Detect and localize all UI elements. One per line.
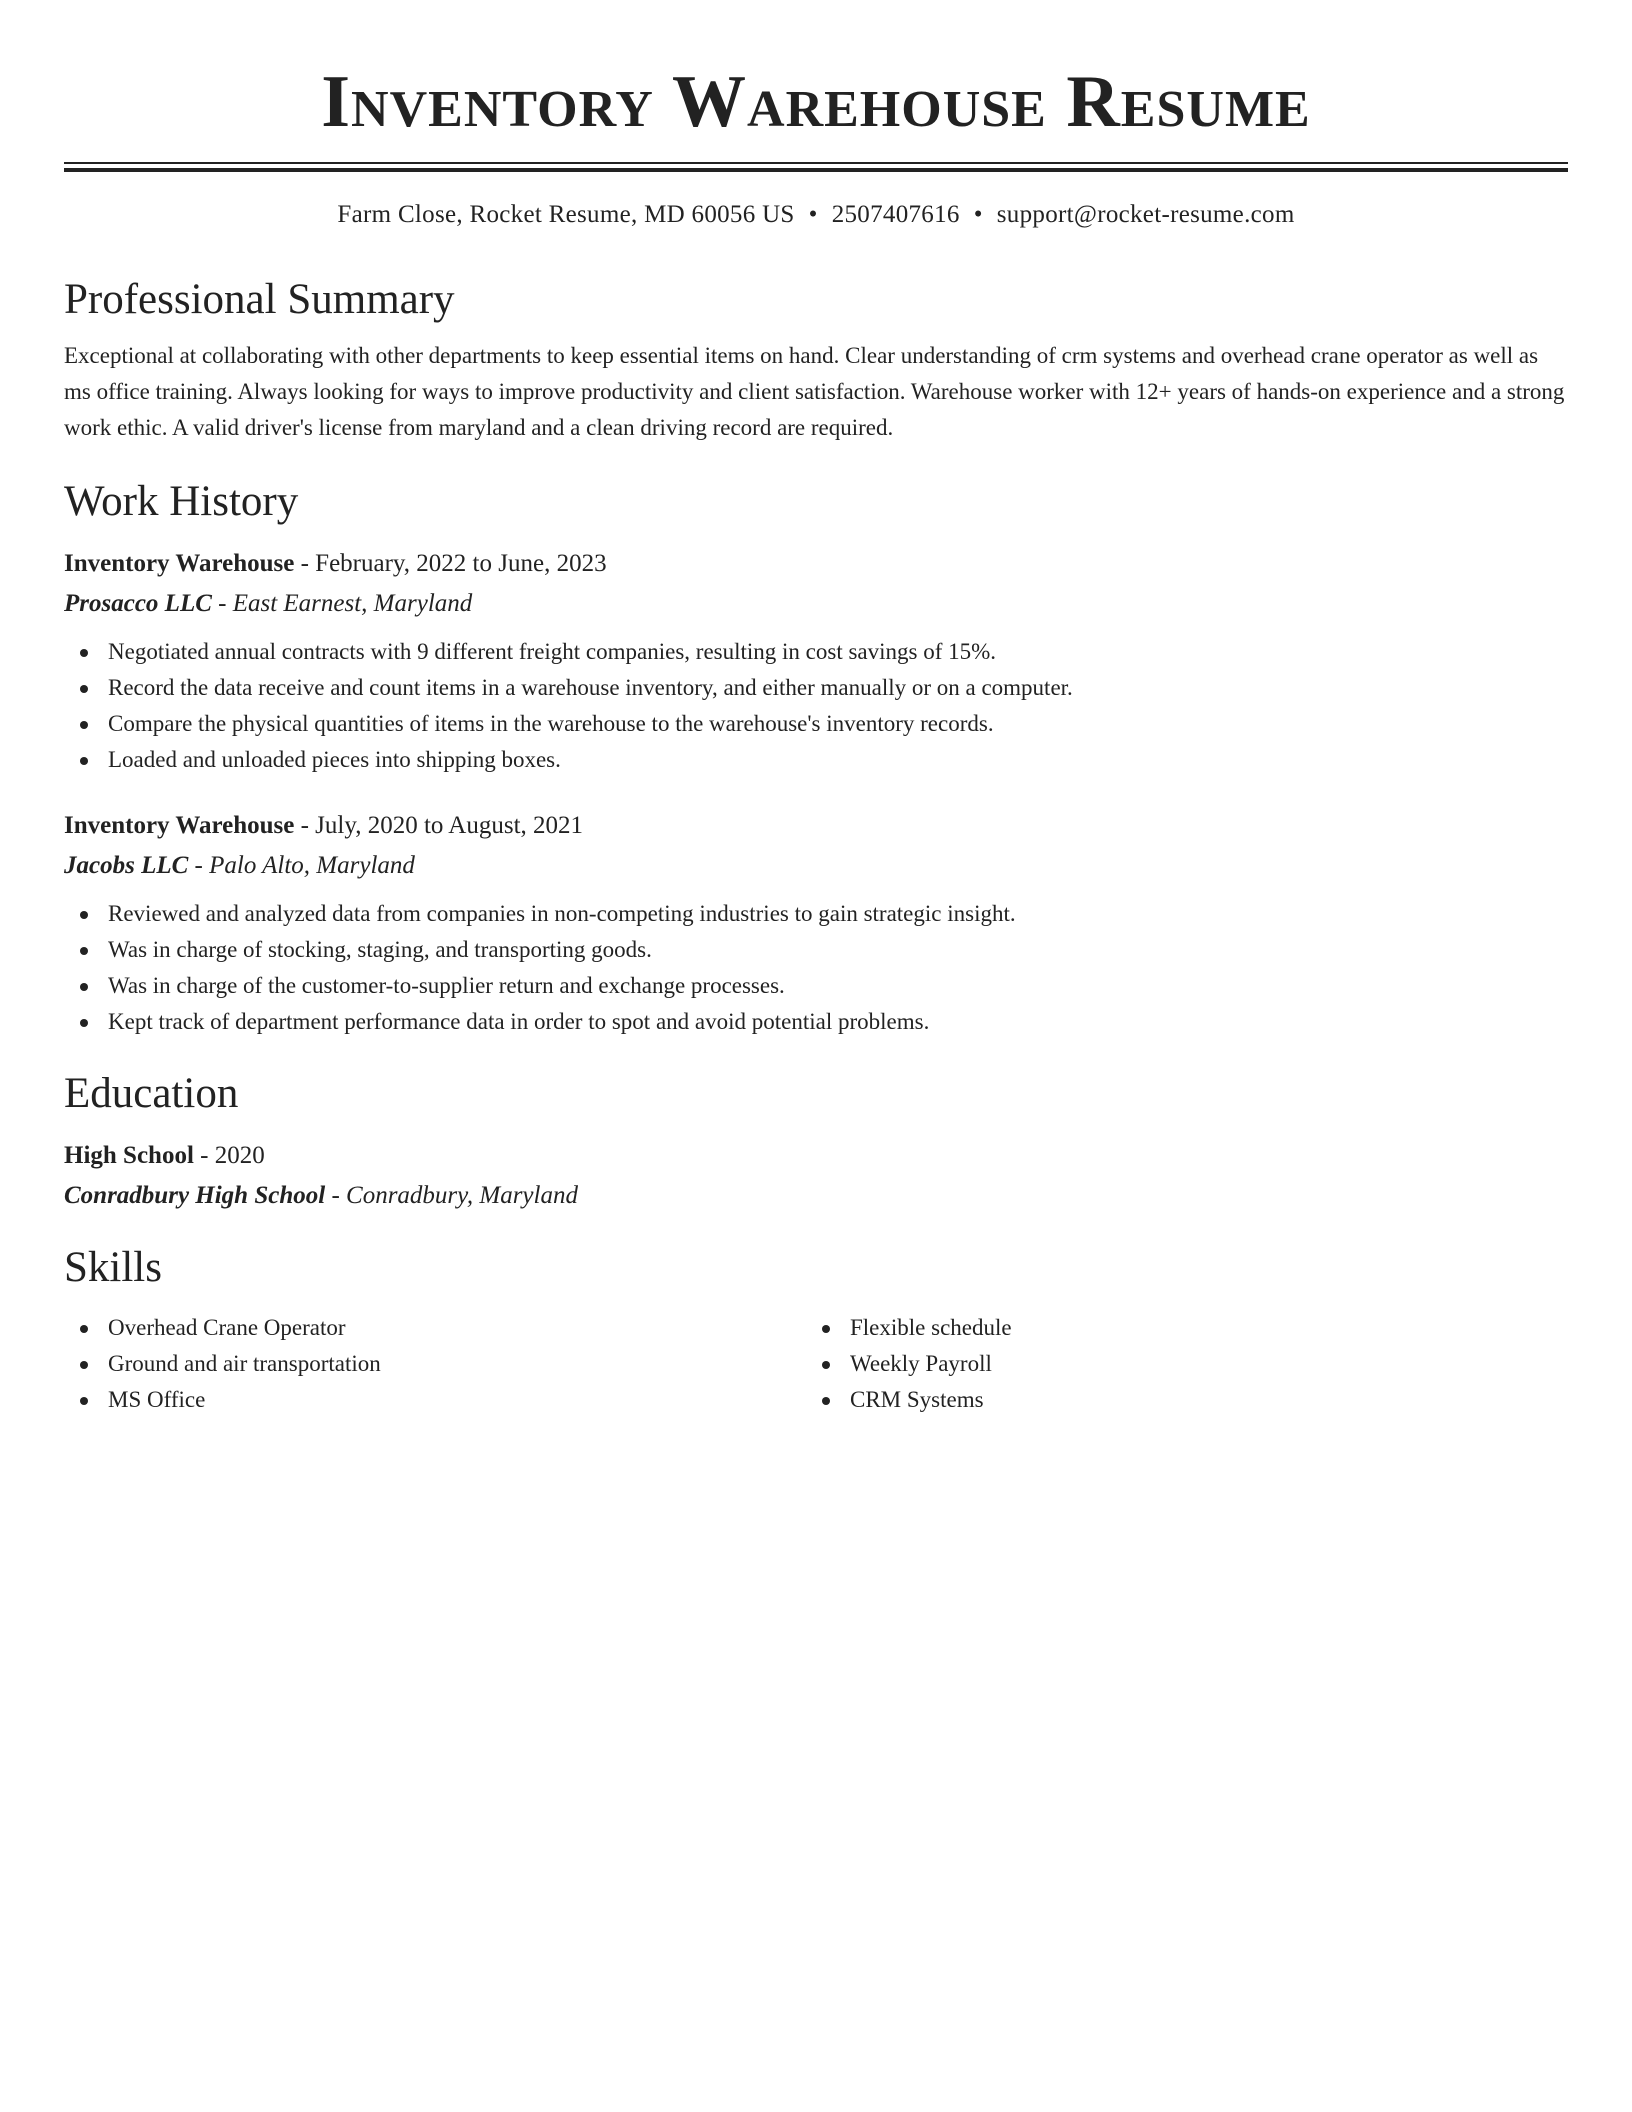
list-item-text: Loaded and unloaded pieces into shipping boxes. bbox=[108, 747, 561, 772]
skill-text: Overhead Crane Operator bbox=[108, 1315, 346, 1340]
bullet-dot-icon bbox=[822, 1397, 830, 1405]
list-item bbox=[806, 1346, 1548, 1382]
bullet-dot-icon bbox=[80, 947, 88, 955]
list-item bbox=[64, 932, 1568, 968]
title-divider bbox=[64, 162, 1568, 172]
education-location: - Conradbury, Maryland bbox=[325, 1182, 578, 1209]
bullet-dot-icon bbox=[80, 1019, 88, 1027]
list-item bbox=[64, 742, 1568, 778]
job-dates: - February, 2022 to June, 2023 bbox=[294, 550, 607, 577]
bullet-dot-icon bbox=[80, 983, 88, 991]
job-location: - Palo Alto, Maryland bbox=[188, 852, 415, 879]
job-title-line bbox=[64, 544, 1568, 584]
list-item bbox=[64, 1346, 806, 1382]
job-duties-list bbox=[64, 634, 1568, 778]
skills-list-left bbox=[64, 1310, 806, 1418]
skills-list-right bbox=[806, 1310, 1548, 1418]
list-item bbox=[64, 968, 1568, 1004]
education-school: Conradbury High School bbox=[64, 1182, 326, 1209]
list-item-text: Record the data receive and count items in a warehouse inventory, and either manually or on a computer. bbox=[108, 675, 1073, 700]
education-degree: High School bbox=[64, 1142, 194, 1169]
job-title: Inventory Warehouse bbox=[64, 550, 295, 577]
list-item bbox=[806, 1310, 1548, 1346]
contact-separator: • bbox=[973, 201, 983, 228]
bullet-dot-icon bbox=[822, 1325, 830, 1333]
list-item bbox=[64, 1004, 1568, 1040]
job-company-line bbox=[64, 846, 1568, 886]
list-item-text: Negotiated annual contracts with 9 different freight companies, resulting in cost savings of 15%. bbox=[108, 639, 997, 664]
job-location: - East Earnest, Maryland bbox=[211, 590, 473, 617]
bullet-dot-icon bbox=[80, 1397, 88, 1405]
resume-title: Inventory Warehouse Resume bbox=[321, 61, 1311, 143]
contact-email: support@rocket-resume.com bbox=[996, 201, 1295, 228]
list-item bbox=[64, 1310, 806, 1346]
contact-separator: • bbox=[808, 201, 818, 228]
summary-text: Exceptional at collaborating with other departments to keep essential items on hand. Clear understanding of crm systems and overhead crane operator as well as ms office training. Always looking for ways to improve productivity and client satisfaction. Warehouse worker with 12+ years of hands-on experience and a strong work ethic. A valid driver's license from maryland and a clean driving record are required. bbox=[64, 343, 1565, 440]
job-entry bbox=[64, 806, 1568, 1040]
list-item bbox=[806, 1382, 1548, 1418]
job-company: Prosacco LLC bbox=[64, 590, 212, 617]
education-entry bbox=[64, 1136, 1568, 1216]
job-company: Jacobs LLC bbox=[64, 852, 189, 879]
list-item-text: Was in charge of stocking, staging, and transporting goods. bbox=[108, 937, 652, 962]
list-item-text: Compare the physical quantities of items in the warehouse to the warehouse's inventory records. bbox=[108, 711, 994, 736]
education-degree-line bbox=[64, 1136, 1568, 1176]
skill-text: MS Office bbox=[108, 1387, 206, 1412]
skills-columns bbox=[64, 1310, 1568, 1418]
contact-address: Farm Close, Rocket Resume, MD 60056 US bbox=[337, 201, 795, 228]
job-title: Inventory Warehouse bbox=[64, 812, 295, 839]
job-company-line bbox=[64, 584, 1568, 624]
bullet-dot-icon bbox=[80, 911, 88, 919]
contact-line bbox=[64, 198, 1568, 232]
bullet-dot-icon bbox=[80, 721, 88, 729]
bullet-dot-icon bbox=[80, 1325, 88, 1333]
skill-text: CRM Systems bbox=[850, 1387, 984, 1412]
bullet-dot-icon bbox=[80, 757, 88, 765]
skill-text: Flexible schedule bbox=[850, 1315, 1012, 1340]
bullet-dot-icon bbox=[80, 685, 88, 693]
education-school-line bbox=[64, 1176, 1568, 1216]
list-item bbox=[64, 634, 1568, 670]
bullet-dot-icon bbox=[80, 1361, 88, 1369]
education-heading: Education bbox=[64, 1070, 239, 1117]
job-dates: - July, 2020 to August, 2021 bbox=[294, 812, 584, 839]
contact-phone: 2507407616 bbox=[831, 201, 960, 228]
list-item bbox=[64, 1382, 806, 1418]
list-item bbox=[64, 896, 1568, 932]
skill-text: Ground and air transportation bbox=[108, 1351, 381, 1376]
skill-text: Weekly Payroll bbox=[850, 1351, 992, 1376]
job-title-line bbox=[64, 806, 1568, 846]
education-year: - 2020 bbox=[193, 1142, 265, 1169]
bullet-dot-icon bbox=[822, 1361, 830, 1369]
list-item bbox=[64, 706, 1568, 742]
work-history-heading: Work History bbox=[64, 478, 299, 525]
list-item-text: Kept track of department performance data in order to spot and avoid potential problems. bbox=[108, 1009, 930, 1034]
skills-heading: Skills bbox=[64, 1244, 162, 1291]
job-entry bbox=[64, 544, 1568, 778]
job-duties-list bbox=[64, 896, 1568, 1040]
list-item bbox=[64, 670, 1568, 706]
list-item-text: Was in charge of the customer-to-supplier return and exchange processes. bbox=[108, 973, 785, 998]
list-item-text: Reviewed and analyzed data from companies in non-competing industries to gain strategic insight. bbox=[108, 901, 1016, 926]
summary-heading: Professional Summary bbox=[64, 276, 455, 323]
bullet-dot-icon bbox=[80, 649, 88, 657]
